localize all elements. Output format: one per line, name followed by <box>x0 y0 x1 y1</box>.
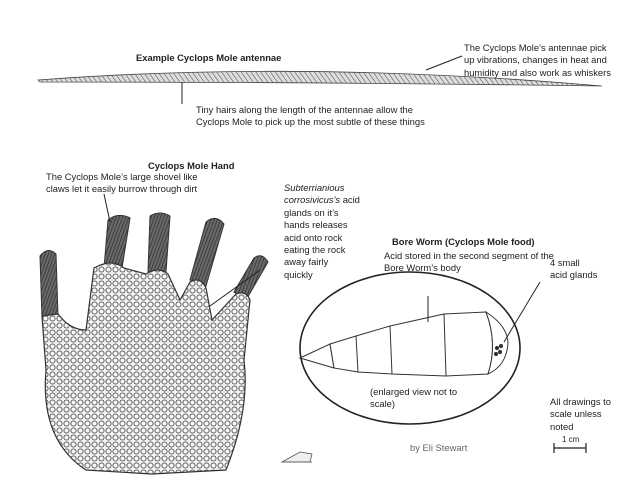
acid-note-text: acid glands on it’s hands releases acid onto rock eating the rock away fairly quickly <box>284 194 360 280</box>
worm-actual-size <box>282 452 312 462</box>
scale-bar-label: 1 cm <box>562 435 580 444</box>
claw-pointer <box>104 194 110 222</box>
mole-hand-drawing <box>40 213 268 474</box>
worm-segment-note: Acid stored in the second segment of the Bore Worm’s body <box>384 250 554 274</box>
claw-note: The Cyclops Mole’s large shovel like claws let it easily burrow through dirt <box>46 171 198 195</box>
gland-pointer <box>504 282 540 342</box>
antenna-pointer-right <box>426 56 462 70</box>
author-credit: by Eli Stewart <box>410 442 468 453</box>
acid-species-name: Subterrianious corrosivicus’s <box>284 182 345 206</box>
antenna-title: Example Cyclops Mole antennae <box>136 52 282 63</box>
antenna-note-below: Tiny hairs along the length of the antennae allow the Cyclops Mole to pick up the most subtle of these things <box>196 104 425 128</box>
acid-note <box>284 182 384 281</box>
scale-note: All drawings to scale unless noted <box>550 396 611 432</box>
antenna-note-right: The Cyclops Mole’s antennae pick up vibrations, changes in heat and humidity and also work as whiskers <box>464 42 611 78</box>
worm-gland-note: 4 small acid glands <box>550 257 598 281</box>
enlarged-note: (enlarged view not to scale) <box>370 386 458 410</box>
worm-title: Bore Worm (Cyclops Mole food) <box>392 236 535 247</box>
hand-title: Cyclops Mole Hand <box>148 160 235 171</box>
